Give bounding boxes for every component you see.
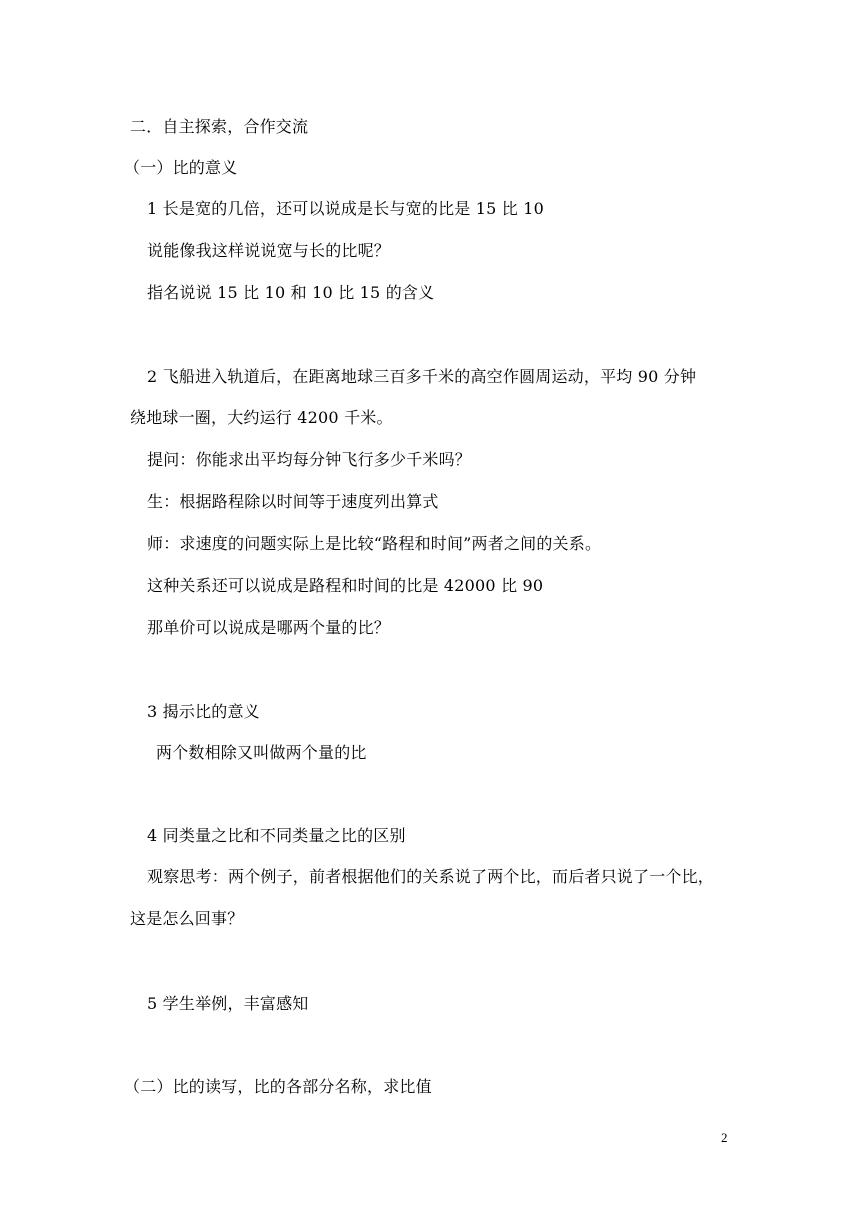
paragraph-line: 指名说说 15 比 10 和 10 比 15 的含义 xyxy=(147,283,435,302)
paragraph-line: 生：根据路程除以时间等于速度列出算式 xyxy=(147,492,439,511)
paragraph-line: 提问：你能求出平均每分钟飞行多少千米吗？ xyxy=(147,450,472,469)
paragraph-line: 绕地球一圈，大约运行 4200 千米。 xyxy=(130,408,393,427)
paragraph-line: 5 学生举例，丰富感知 xyxy=(147,994,309,1013)
paragraph-line: 2 飞船进入轨道后，在距离地球三百多千米的高空作圆周运动，平均 90 分钟 xyxy=(147,367,697,386)
page-number: 2 xyxy=(721,1130,728,1145)
paragraph-line: 3 揭示比的意义 xyxy=(147,702,260,721)
subsection-heading: （二）比的读写，比的各部分名称，求比值 xyxy=(124,1077,432,1096)
paragraph-line: 两个数相除又叫做两个量的比 xyxy=(156,743,367,762)
paragraph-line: 4 同类量之比和不同类量之比的区别 xyxy=(147,826,406,845)
paragraph-line: 1 长是宽的几倍，还可以说成是长与宽的比是 15 比 10 xyxy=(147,199,545,218)
paragraph-line: 这是怎么回事？ xyxy=(130,909,244,928)
paragraph-line: 说能像我这样说说宽与长的比呢？ xyxy=(147,241,391,260)
subsection-heading: （一）比的意义 xyxy=(124,158,238,177)
paragraph-line: 师：求速度的问题实际上是比较“路程和时间”两者之间的关系。 xyxy=(147,534,602,553)
paragraph-line: 那单价可以说成是哪两个量的比？ xyxy=(147,618,391,637)
paragraph-line: 这种关系还可以说成是路程和时间的比是 42000 比 90 xyxy=(147,576,544,595)
paragraph-line: 观察思考：两个例子，前者根据他们的关系说了两个比，而后者只说了一个比， xyxy=(147,867,715,886)
section-heading: 二．自主探索，合作交流 xyxy=(130,117,309,136)
